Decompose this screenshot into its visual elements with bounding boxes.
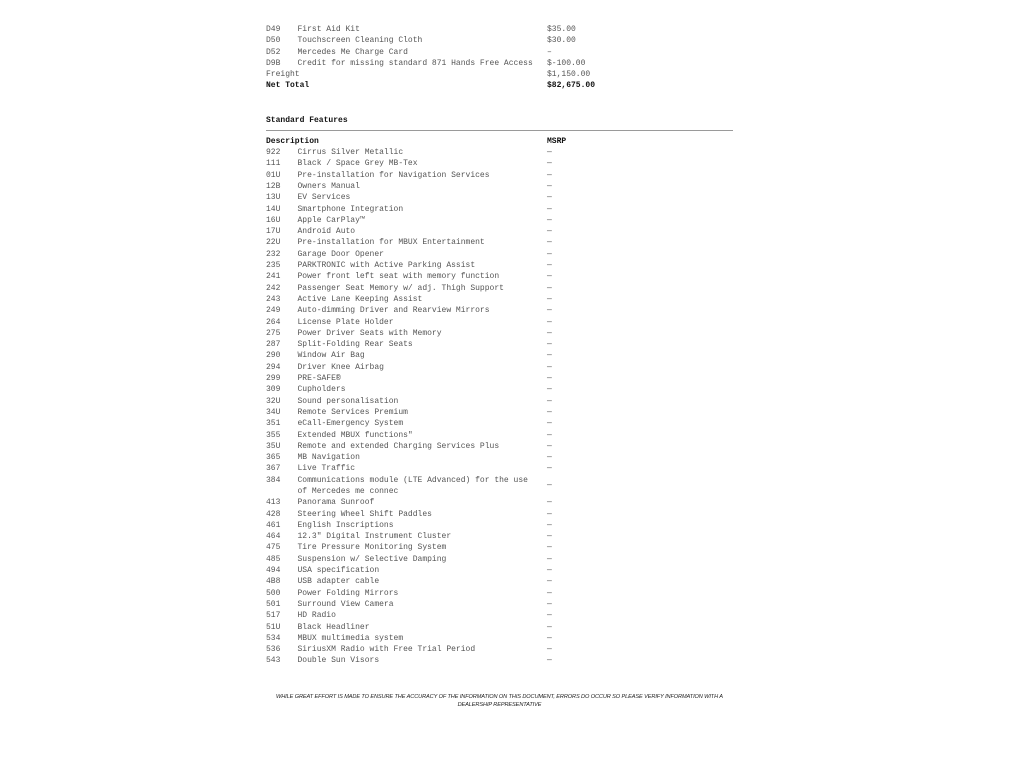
feature-description: Remote and extended Charging Services Plus bbox=[297, 441, 500, 451]
feature-msrp: — bbox=[547, 566, 552, 576]
feature-description: EV Services bbox=[297, 193, 351, 203]
feature-msrp: — bbox=[547, 430, 552, 440]
feature-row bbox=[266, 204, 733, 215]
feature-code: 536 bbox=[266, 645, 281, 655]
window-sticker-page bbox=[266, 24, 733, 667]
feature-msrp: — bbox=[547, 261, 552, 271]
feature-msrp: — bbox=[547, 148, 552, 158]
feature-code: 17U bbox=[266, 227, 281, 237]
feature-code: 34U bbox=[266, 407, 281, 417]
feature-code: 12B bbox=[266, 181, 281, 191]
option-description: First Aid Kit bbox=[297, 25, 360, 34]
feature-row bbox=[266, 249, 733, 260]
feature-description: eCall-Emergency System bbox=[297, 419, 404, 429]
feature-code: 485 bbox=[266, 554, 281, 564]
feature-row bbox=[266, 192, 733, 203]
feature-row bbox=[266, 226, 733, 237]
feature-code: 517 bbox=[266, 611, 281, 621]
disclaimer-text: WHILE GREAT EFFORT IS MADE TO ENSURE THE ACCURACY OF THE INFORMATION ON THIS DOCUMENT, ERRORS DO OCCUR SO PLEASE VERIFY INFORMATION WITH A DEALERSHIP REPRESENTATIVE bbox=[276, 694, 723, 708]
feature-row bbox=[266, 531, 733, 542]
feature-code: 428 bbox=[266, 509, 281, 519]
feature-code: 232 bbox=[266, 249, 281, 259]
feature-code: 4B8 bbox=[266, 577, 281, 587]
feature-code: 299 bbox=[266, 374, 281, 384]
feature-code: 13U bbox=[266, 193, 281, 203]
feature-description: Remote Services Premium bbox=[297, 407, 408, 417]
column-header-description: Description bbox=[266, 136, 319, 146]
option-price: $35.00 bbox=[547, 25, 576, 34]
feature-msrp: — bbox=[547, 532, 552, 542]
feature-description: Apple CarPlay™ bbox=[297, 215, 365, 225]
feature-row bbox=[266, 328, 733, 339]
feature-row bbox=[266, 554, 733, 565]
feature-description: Cupholders bbox=[297, 385, 346, 395]
feature-description: Driver Knee Airbag bbox=[297, 362, 384, 372]
feature-msrp: — bbox=[547, 215, 552, 225]
feature-msrp: — bbox=[547, 645, 552, 655]
feature-description: Active Lane Keeping Assist bbox=[297, 294, 423, 304]
feature-row bbox=[266, 271, 733, 282]
feature-row bbox=[266, 610, 733, 621]
feature-description: Communications module (LTE Advanced) for the use of Mercedes me connec bbox=[297, 475, 528, 496]
feature-description: Split-Folding Rear Seats bbox=[297, 340, 413, 350]
feature-row bbox=[266, 237, 733, 248]
feature-row bbox=[266, 497, 733, 508]
feature-row bbox=[266, 407, 733, 418]
feature-row bbox=[266, 260, 733, 271]
feature-row bbox=[266, 350, 733, 361]
feature-description: MBUX multimedia system bbox=[297, 633, 404, 643]
feature-msrp: — bbox=[547, 272, 552, 282]
feature-description: Panorama Sunroof bbox=[297, 498, 375, 508]
feature-description: Cirrus Silver Metallic bbox=[297, 148, 404, 158]
option-description: Touchscreen Cleaning Cloth bbox=[297, 36, 423, 46]
feature-msrp: — bbox=[547, 362, 552, 372]
feature-description: Power front left seat with memory function bbox=[297, 272, 500, 282]
feature-code: 365 bbox=[266, 453, 281, 463]
feature-description: USA specification bbox=[297, 566, 380, 576]
feature-description: 12.3" Digital Instrument Cluster bbox=[297, 532, 452, 542]
feature-code: 351 bbox=[266, 419, 281, 429]
feature-msrp: — bbox=[547, 543, 552, 553]
freight-row bbox=[266, 69, 733, 80]
feature-code: 14U bbox=[266, 204, 281, 214]
feature-msrp: — bbox=[547, 385, 552, 395]
features-table-header bbox=[266, 136, 733, 147]
feature-row bbox=[266, 170, 733, 181]
feature-msrp: — bbox=[547, 159, 552, 169]
feature-description: PRE-SAFE® bbox=[297, 374, 341, 384]
feature-description: Garage Door Opener bbox=[297, 249, 384, 259]
feature-row bbox=[266, 317, 733, 328]
feature-msrp: — bbox=[547, 351, 552, 361]
option-price: $-100.00 bbox=[547, 58, 586, 68]
summary-row bbox=[266, 47, 733, 58]
option-price: – bbox=[547, 47, 552, 57]
feature-code: 413 bbox=[266, 498, 281, 508]
feature-row bbox=[266, 565, 733, 576]
net-total-row bbox=[266, 80, 733, 91]
summary-row bbox=[266, 35, 733, 46]
feature-description: Power Folding Mirrors bbox=[297, 588, 399, 598]
feature-code: 241 bbox=[266, 272, 281, 282]
features-list bbox=[266, 147, 733, 667]
feature-description: Live Traffic bbox=[297, 464, 356, 474]
feature-row bbox=[266, 418, 733, 429]
feature-msrp: — bbox=[547, 396, 552, 406]
feature-code: 464 bbox=[266, 532, 281, 542]
feature-msrp: — bbox=[547, 520, 552, 530]
feature-description: License Plate Holder bbox=[297, 317, 394, 327]
feature-code: 309 bbox=[266, 385, 281, 395]
feature-code: 494 bbox=[266, 566, 281, 576]
feature-code: 51U bbox=[266, 622, 281, 632]
section-divider bbox=[266, 130, 733, 131]
feature-row bbox=[266, 475, 733, 498]
feature-code: 290 bbox=[266, 351, 281, 361]
summary-row bbox=[266, 58, 733, 69]
feature-msrp: — bbox=[547, 317, 552, 327]
feature-code: 543 bbox=[266, 656, 281, 666]
feature-msrp: — bbox=[547, 622, 552, 632]
feature-code: 367 bbox=[266, 464, 281, 474]
feature-description: Power Driver Seats with Memory bbox=[297, 328, 442, 338]
feature-msrp: — bbox=[547, 577, 552, 587]
feature-code: 01U bbox=[266, 170, 281, 180]
feature-row bbox=[266, 430, 733, 441]
feature-description: Steering Wheel Shift Paddles bbox=[297, 509, 432, 519]
feature-row bbox=[266, 181, 733, 192]
feature-row bbox=[266, 520, 733, 531]
feature-msrp: — bbox=[547, 407, 552, 417]
feature-code: 475 bbox=[266, 543, 281, 553]
feature-code: 384 bbox=[266, 475, 281, 485]
feature-description: English Inscriptions bbox=[297, 520, 394, 530]
feature-code: 294 bbox=[266, 362, 281, 372]
feature-row bbox=[266, 599, 733, 610]
option-price: $30.00 bbox=[547, 36, 576, 46]
feature-code: 249 bbox=[266, 306, 281, 316]
feature-row bbox=[266, 305, 733, 316]
feature-description: SiriusXM Radio with Free Trial Period bbox=[297, 645, 476, 655]
feature-row bbox=[266, 622, 733, 633]
feature-row bbox=[266, 373, 733, 384]
feature-description: Android Auto bbox=[297, 227, 356, 237]
feature-code: 500 bbox=[266, 588, 281, 598]
feature-msrp: — bbox=[547, 464, 552, 474]
feature-msrp: — bbox=[547, 374, 552, 384]
feature-row bbox=[266, 396, 733, 407]
feature-msrp: — bbox=[547, 193, 552, 203]
feature-msrp: — bbox=[547, 306, 552, 316]
feature-msrp: — bbox=[547, 498, 552, 508]
option-code: D9B bbox=[266, 58, 281, 68]
feature-msrp: — bbox=[547, 588, 552, 598]
option-code: D52 bbox=[266, 47, 281, 57]
feature-description: PARKTRONIC with Active Parking Assist bbox=[297, 261, 476, 271]
freight-label: Freight bbox=[266, 70, 300, 80]
feature-description: Extended MBUX functions" bbox=[297, 430, 413, 440]
summary-row bbox=[266, 24, 733, 35]
freight-price: $1,150.00 bbox=[547, 70, 591, 80]
feature-description: Pre-installation for Navigation Services bbox=[297, 170, 490, 180]
option-description: Credit for missing standard 871 Hands Free Access bbox=[297, 58, 533, 68]
feature-code: 243 bbox=[266, 294, 281, 304]
feature-row bbox=[266, 362, 733, 373]
feature-msrp: — bbox=[547, 441, 552, 451]
feature-description: HD Radio bbox=[297, 611, 336, 621]
net-total-label: Net Total bbox=[266, 81, 310, 91]
feature-description: Pre-installation for MBUX Entertainment bbox=[297, 238, 485, 248]
feature-row bbox=[266, 441, 733, 452]
feature-code: 275 bbox=[266, 328, 281, 338]
feature-row bbox=[266, 509, 733, 520]
feature-code: 32U bbox=[266, 396, 281, 406]
feature-msrp: — bbox=[547, 238, 552, 248]
feature-code: 235 bbox=[266, 261, 281, 271]
option-description: Mercedes Me Charge Card bbox=[297, 47, 408, 57]
feature-row bbox=[266, 147, 733, 158]
feature-msrp: — bbox=[547, 611, 552, 621]
feature-code: 355 bbox=[266, 430, 281, 440]
feature-row bbox=[266, 644, 733, 655]
feature-msrp: — bbox=[547, 340, 552, 350]
feature-description: Double Sun Visors bbox=[297, 656, 380, 666]
feature-msrp: — bbox=[547, 170, 552, 180]
feature-code: 35U bbox=[266, 441, 281, 451]
feature-msrp: — bbox=[547, 227, 552, 237]
feature-msrp: — bbox=[547, 328, 552, 338]
feature-msrp: — bbox=[547, 633, 552, 643]
feature-row bbox=[266, 384, 733, 395]
feature-code: 534 bbox=[266, 633, 281, 643]
feature-description: Surround View Camera bbox=[297, 599, 394, 609]
summary-lines bbox=[266, 24, 733, 92]
feature-row bbox=[266, 576, 733, 587]
feature-description: Suspension w/ Selective Damping bbox=[297, 554, 447, 564]
feature-msrp: — bbox=[547, 283, 552, 293]
feature-msrp: — bbox=[547, 481, 552, 491]
feature-msrp: — bbox=[547, 509, 552, 519]
feature-code: 501 bbox=[266, 599, 281, 609]
feature-code: 922 bbox=[266, 148, 281, 158]
section-title-standard-features: Standard Features bbox=[266, 115, 348, 125]
feature-description: Smartphone Integration bbox=[297, 204, 404, 214]
feature-msrp: — bbox=[547, 181, 552, 191]
feature-row bbox=[266, 463, 733, 474]
feature-code: 16U bbox=[266, 215, 281, 225]
option-code: D49 bbox=[266, 25, 281, 34]
feature-code: 287 bbox=[266, 340, 281, 350]
feature-row bbox=[266, 655, 733, 666]
feature-row bbox=[266, 452, 733, 463]
feature-msrp: — bbox=[547, 554, 552, 564]
feature-description: Auto-dimming Driver and Rearview Mirrors bbox=[297, 306, 490, 316]
feature-row bbox=[266, 339, 733, 350]
feature-row bbox=[266, 294, 733, 305]
feature-row bbox=[266, 633, 733, 644]
feature-msrp: — bbox=[547, 249, 552, 259]
feature-row bbox=[266, 588, 733, 599]
feature-row bbox=[266, 542, 733, 553]
feature-row bbox=[266, 215, 733, 226]
feature-row bbox=[266, 158, 733, 169]
column-header-msrp: MSRP bbox=[547, 136, 567, 146]
feature-description: Tire Pressure Monitoring System bbox=[297, 543, 447, 553]
feature-msrp: — bbox=[547, 453, 552, 463]
feature-code: 22U bbox=[266, 238, 281, 248]
net-total-price: $82,675.00 bbox=[547, 81, 596, 91]
feature-code: 242 bbox=[266, 283, 281, 293]
feature-description: Black / Space Grey MB-Tex bbox=[297, 159, 418, 169]
feature-row bbox=[266, 283, 733, 294]
feature-description: Passenger Seat Memory w/ adj. Thigh Support bbox=[297, 283, 504, 293]
feature-msrp: — bbox=[547, 294, 552, 304]
feature-msrp: — bbox=[547, 599, 552, 609]
feature-description: Window Air Bag bbox=[297, 351, 365, 361]
feature-msrp: — bbox=[547, 656, 552, 666]
feature-description: Sound personalisation bbox=[297, 396, 399, 406]
feature-description: Owners Manual bbox=[297, 181, 360, 191]
feature-description: USB adapter cable bbox=[297, 577, 380, 587]
feature-msrp: — bbox=[547, 419, 552, 429]
feature-code: 264 bbox=[266, 317, 281, 327]
feature-description: Black Headliner bbox=[297, 622, 370, 632]
feature-code: 461 bbox=[266, 520, 281, 530]
feature-msrp: — bbox=[547, 204, 552, 214]
option-code: D50 bbox=[266, 36, 281, 46]
feature-description: MB Navigation bbox=[297, 453, 360, 463]
feature-code: 111 bbox=[266, 159, 281, 169]
